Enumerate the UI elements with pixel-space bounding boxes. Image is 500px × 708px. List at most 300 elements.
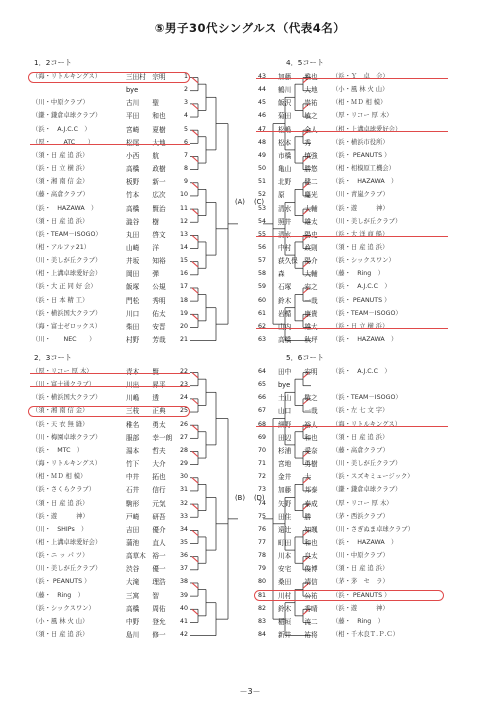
winner-circle-mark [28,406,190,417]
entry-club: （海・リトルキングス） [32,73,102,80]
entry-draw-number: 58 [258,270,267,278]
entry-draw-number: 1 [183,73,188,80]
draw-entry [258,445,458,457]
entry-club: （藤・高倉クラブ） [332,446,389,454]
entry-draw-number: 24 [179,394,188,402]
entry-draw-number: 60 [258,296,267,304]
entry-player-name: 金井 大 [278,473,311,482]
entry-player-name: 加藤 邦泰 [278,486,318,495]
entry-draw-number: 10 [179,191,188,199]
entry-club: （浜・ MTC ） [32,446,84,454]
entry-club: （相・アルファ21） [32,243,91,251]
draw-entry [32,603,232,615]
entry-player-name: 飯沢 崇祐 [278,99,318,108]
draw-entry [258,268,458,280]
entry-club: （須・日 産 追 浜） [32,151,89,159]
entry-club: （厚・ ATC ） [32,138,95,146]
draw-entry [258,379,458,391]
draw-entry [32,334,232,346]
entry-player-name: 遠辻 知颯 [278,525,318,534]
draw-entry [258,334,458,346]
entry-draw-number: 55 [258,230,267,238]
draw-entry [258,321,458,333]
draw-entry [32,229,232,241]
entry-club: （小・風 林 火 山） [32,617,89,625]
entry-club: （川・美しが丘クラブ） [32,257,102,265]
draw-entry [258,308,458,320]
entry-player-name: 清水 陽史 [278,230,318,239]
entry-player-name: 川嶋 透 [126,394,159,403]
entry-player-name: 北野 健二 [278,178,318,187]
entry-draw-number: 53 [258,204,267,212]
entry-club: （海・リトルキングス） [32,460,102,468]
entry-draw-number: 29 [179,460,188,468]
entry-player-name: 森 大輔 [278,270,318,279]
draw-entry [258,137,458,149]
bracket-label-b: (B) [235,494,245,502]
entry-player-name: 高橋 賢治 [126,204,166,213]
draw-entry [258,537,458,549]
entry-player-name: 戸崎 研吾 [126,512,166,521]
entry-club: （浜・ニ ッ パ ツ） [32,552,89,560]
entry-player-name: 田中 宏明 [278,368,318,376]
entry-club: （須・日 産 追 浜） [332,565,389,573]
entry-club: （浜・遊 神） [332,204,389,212]
entry-draw-number: 34 [179,525,188,533]
entry-draw-number: 62 [258,322,267,330]
entry-player-name: 稚名 勇太 [126,420,166,429]
entry-draw-number: 17 [179,283,188,291]
entry-draw-number: 22 [179,368,188,375]
entry-club: （藤・ Ring ） [332,270,384,278]
draw-entry [32,124,232,136]
draw-entry [258,97,458,109]
bracket-label-c: (C) [254,198,265,206]
entry-draw-number: 16 [179,270,188,278]
entry-club: （鎌・鎌倉卓球クラブ） [32,112,102,120]
entry-player-name: 丸田 啓文 [126,230,166,239]
entry-player-name: 宮崎 夏樹 [126,125,166,134]
entry-club: （須・日 産 追 浜） [32,631,89,638]
draw-entry [258,484,458,496]
bracket-label-d: (D) [254,494,265,502]
draw-entry [32,150,232,162]
draw-entry [32,590,232,602]
entry-club: （浜・シックスワン） [332,257,395,265]
draw-entry [258,405,458,417]
entry-draw-number: 6 [183,138,188,146]
draw-entry [258,458,458,470]
entry-club: （相・上溝卓球愛好会） [332,125,402,133]
entry-draw-number: 66 [258,394,267,402]
entry-player-name: 桑田 靖信 [278,578,318,587]
winner-underline-mark [256,236,448,237]
entry-club: （海・リトルキングス） [332,420,402,428]
entry-club: （厚・リコー 厚 木） [332,499,393,507]
draw-entry [32,268,232,280]
draw-entry [258,550,458,562]
draw-entry [32,176,232,188]
entry-club: （小・風 林 火 山） [332,86,389,94]
winner-underline-mark [256,131,448,132]
draw-entry [32,379,232,391]
entry-draw-number: 70 [258,446,267,454]
entry-club: （川・青嵐クラブ） [332,191,389,199]
entry-draw-number: 20 [179,322,188,330]
entry-draw-number: 25 [179,407,188,415]
draw-entry [32,255,232,267]
entry-draw-number: 80 [258,578,267,586]
entry-club: （須・湘 南 信 金） [32,178,89,186]
entry-player-name: 湯本 哲夫 [126,446,166,455]
draw-entry [258,432,458,444]
entry-player-name: 古川 聖 [126,99,159,108]
entry-club: （相・ＭＤ 相 模） [32,473,87,481]
entry-player-name: 駒形 元気 [126,499,166,508]
entry-club: （浜・ A.J.C.C ） [332,283,391,291]
entry-draw-number: 8 [183,165,188,173]
entry-draw-number: 37 [179,565,188,573]
entry-draw-number: 64 [258,368,267,375]
entry-player-name: 高橋 秋坪 [278,336,318,344]
draw-entry [32,498,232,510]
entry-draw-number: 72 [258,473,267,481]
entry-player-name: 加藤 雅也 [278,73,318,81]
entry-draw-number: 3 [183,99,188,107]
draw-entry [32,308,232,320]
entry-draw-number: 43 [258,73,267,80]
draw-entry [32,458,232,470]
draw-entry [32,281,232,293]
entry-player-name: 土山 敬之 [278,394,318,403]
draw-entry [32,445,232,457]
draw-entry [32,616,232,628]
entry-player-name: 石塚 宏之 [278,283,318,292]
court-heading: 1．2コート [34,58,72,67]
draw-entry [258,242,458,254]
entry-player-name: 原 慶光 [278,191,318,200]
entry-club: （相・千木良Ｔ.Ｐ.Ｃ） [332,631,399,638]
draw-entry [258,84,458,96]
entry-draw-number: 45 [258,99,267,107]
entry-club: （川・さぎぬま卓球クラブ） [332,525,414,533]
entry-draw-number: 21 [179,336,188,343]
entry-player-name: 石井 信行 [126,486,166,495]
entry-draw-number: 32 [179,499,188,507]
entry-player-name: 中村 政則 [278,243,318,252]
draw-entry [258,524,458,536]
draw-entry [258,255,458,267]
entry-club: （浜・シックスワン） [32,604,95,612]
entry-player-name: 飯塚 公規 [126,283,166,292]
entry-draw-number: 77 [258,538,267,546]
entry-player-name: 照井 雄太 [278,217,318,226]
entry-player-name: bye [278,381,291,390]
entry-player-name: 中井 拓也 [126,473,166,482]
entry-player-name: 蒲池 直人 [126,538,166,547]
entry-draw-number: 57 [258,257,267,265]
entry-club: （茅・西浜クラブ） [332,512,389,520]
entry-player-name: 澁谷 樹 [126,217,159,226]
entry-draw-number: 40 [179,604,188,612]
entry-draw-number: 39 [179,591,188,599]
draw-entry [258,366,458,378]
entry-club: （海・富士ゼロックス） [32,322,102,330]
entry-player-name: 川村 公祐 [278,591,318,600]
entry-club: （須・日 産 追 浜） [32,499,89,507]
entry-draw-number: 73 [258,486,267,494]
draw-entry [258,563,458,575]
entry-club: （鎌・鎌倉卓球クラブ） [332,486,402,494]
entry-player-name: 松本 秀 [278,138,311,147]
entry-draw-number: 49 [258,151,267,159]
draw-entry [258,71,458,83]
entry-player-name: 川本 良太 [278,552,318,561]
entry-player-name: 三田村 宗明 [126,73,166,81]
entry-club: （浜・さくらクラブ） [32,486,96,494]
draw-entry [258,281,458,293]
entry-club: （浜・ A.J.C.C ） [32,125,91,133]
draw-entry [32,110,232,122]
entry-club: （浜・大 正 同 好 会） [32,283,97,291]
entry-draw-number: 52 [258,191,267,199]
entry-player-name: bye [126,86,139,95]
entry-player-name: 鈴木 秀晴 [278,604,318,613]
entry-club: （川・富士通クラブ） [32,381,96,389]
entry-club: （茅・茅 セ ラ） [332,578,389,586]
draw-entry [32,511,232,523]
draw-entry [258,150,458,162]
draw-entry [258,163,458,175]
entry-player-name: 清水 大輔 [278,204,318,213]
entry-club: （相・上溝卓球愛好会） [32,270,102,278]
entry-draw-number: 82 [258,604,267,612]
entry-draw-number: 28 [179,446,188,454]
entry-draw-number: 61 [258,309,267,317]
draw-entry [258,419,458,431]
entry-club: （浜・ PEANUTS ） [332,151,391,159]
draw-entry [32,629,232,641]
entry-club: （川・ NEC ） [32,336,96,343]
entry-player-name: 岡田 弾 [126,270,159,279]
entry-draw-number: 54 [258,217,267,225]
draw-entry [32,392,232,404]
draw-entry [32,537,232,549]
entry-club: （川・ SHIPs ） [32,525,88,533]
entry-club: （浜・日 本 精 工） [32,296,89,304]
entry-player-name: 山崎 洋 [126,243,159,252]
entry-club: （浜・ HAZAWA ） [332,178,398,186]
entry-player-name: 田住 勝 [278,512,311,521]
entry-club: （浜・横浜国大クラブ） [32,394,102,402]
entry-player-name: 稲垣 流二 [278,617,318,626]
entry-draw-number: 31 [179,486,188,494]
entry-player-name: 服部 幸一朗 [126,433,173,442]
entry-draw-number: 7 [183,151,188,159]
entry-draw-number: 79 [258,565,267,573]
entry-player-name: 川出 昇平 [126,381,166,390]
winner-underline-mark [30,386,190,387]
entry-club: （浜・ HAZAWA ） [332,336,398,343]
entry-draw-number: 26 [179,420,188,428]
entry-club: （須・日 産 追 浜） [32,217,89,225]
entry-club: （藤・ Ring ） [332,617,384,625]
draw-entry [258,216,458,228]
draw-entry [258,124,458,136]
entry-player-name: 島川 修一 [126,631,166,639]
entry-player-name: 竹下 大介 [126,460,166,469]
entry-club: （浜・横浜国大クラブ） [32,309,102,317]
draw-entry [258,203,458,215]
entry-draw-number: 50 [258,165,267,173]
draw-entry [32,137,232,149]
draw-entry [258,629,458,641]
draw-entry [32,203,232,215]
draw-entry [258,110,458,122]
entry-player-name: 宮地 勇樹 [278,460,318,469]
entry-player-name: 三枝 正典 [126,407,166,416]
draw-entry [32,484,232,496]
entry-club: （浜・TEAM－ISOGO） [332,309,402,317]
entry-player-name: 渋谷 優一 [126,565,166,574]
entry-draw-number: 30 [179,473,188,481]
winner-underline-mark [30,144,190,145]
draw-entry [32,576,232,588]
entry-player-name: 山内 雄太 [278,322,318,331]
entry-player-name: 高橋 政樹 [126,165,166,174]
draw-entry [258,229,458,241]
entry-draw-number: 36 [179,552,188,560]
entry-club: （川・梅園卓球クラブ） [32,433,102,441]
draw-entry [32,216,232,228]
entry-draw-number: 67 [258,407,267,415]
entry-player-name: 村野 芳哉 [126,336,166,344]
entry-player-name: 青木 賢 [126,368,159,376]
entry-club: （須・日 産 追 浜） [332,243,389,251]
winner-circle-mark [28,72,190,83]
entry-club: （浜・ HAZAWA ） [332,538,398,546]
winner-underline-mark [30,373,190,374]
entry-club: （相・上溝卓球愛好会） [32,538,102,546]
draw-entry [258,616,458,628]
entry-player-name: 川口 佑太 [126,309,166,318]
entry-draw-number: 18 [179,296,188,304]
entry-draw-number: 63 [258,336,267,343]
entry-player-name: 大滝 理浩 [126,578,166,587]
entry-club: （浜・ PEANUTS ） [332,591,391,599]
entry-club: （藤・ Ring ） [32,591,84,599]
entry-player-name: 杉浦 愛奈 [278,446,318,455]
winner-circle-mark [254,590,444,601]
entry-club: （川・美しが丘クラブ） [32,565,102,573]
entry-draw-number: 71 [258,460,267,468]
draw-entry [32,432,232,444]
entry-draw-number: 41 [179,617,188,625]
entry-draw-number: 13 [179,230,188,238]
entry-club: （浜・大 洋 商 船） [332,230,389,238]
page-title: ⑤男子30代シングルス（代表4名） [154,21,346,35]
entry-draw-number: 42 [179,631,188,638]
draw-entry [258,392,458,404]
entry-player-name: 高草木 裕一 [126,552,166,561]
draw-entry [32,84,232,96]
draw-entry [32,563,232,575]
entry-player-name: 板野 新一 [126,178,166,187]
entry-draw-number: 5 [183,125,188,133]
court-heading: 2．3コート [34,353,72,362]
entry-draw-number: 35 [179,538,188,546]
entry-club: （浜・日 立 横 浜） [32,165,89,173]
entry-club: （須・湘 南 信 金） [32,407,89,415]
entry-club: （浜・天 衣 無 縫） [32,420,89,428]
entry-club: （相・相模原工機会） [332,165,395,173]
page-number: －3－ [239,687,261,696]
entry-player-name: 柴田 安晋 [126,322,166,331]
entry-draw-number: 44 [258,86,267,94]
entry-draw-number: 4 [183,112,188,120]
entry-club: （浜・ HAZAWA ） [32,204,98,212]
draw-entry [32,189,232,201]
entry-player-name: 井坂 知裕 [126,257,166,266]
entry-club: （浜・TEAM－ISOGO） [332,394,402,402]
entry-club: （浜・ PEANUTS ） [32,578,91,586]
entry-draw-number: 59 [258,283,267,291]
entry-club: （浜・日 立 横 浜） [332,322,389,330]
entry-draw-number: 47 [258,125,267,133]
winner-underline-mark [256,426,448,427]
entry-draw-number: 23 [179,381,188,389]
draw-entry [32,321,232,333]
entry-draw-number: 12 [179,217,188,225]
draw-entry [258,176,458,188]
draw-entry [258,189,458,201]
entry-draw-number: 46 [258,112,267,120]
bracket-label-a: (A) [235,198,245,206]
winner-underline-mark [256,78,448,79]
entry-player-name: 松嶋 全人 [278,125,318,134]
entry-player-name: 中野 登允 [126,617,166,626]
entry-player-name: 細野 裕人 [278,420,318,429]
entry-club: （浜・横浜市役所） [332,138,389,146]
entry-club: （浜・ PEANUTS ） [332,296,391,304]
entry-player-name: 新井 祐将 [278,631,318,639]
entry-draw-number: 48 [258,138,267,146]
entry-club: （浜・Ｙ 卓 会） [332,73,389,80]
draw-entry [32,471,232,483]
draw-entry [258,603,458,615]
entry-draw-number: 14 [179,243,188,251]
entry-club: （川・美しが丘クラブ） [332,460,402,468]
entry-club: （厚・リコー 厚 木） [32,368,93,375]
entry-club: （川・中原クラブ） [32,99,89,107]
draw-entry [32,366,232,378]
entry-player-name: 亀山 勝悠 [278,165,318,174]
draw-entry [32,419,232,431]
draw-entry [258,295,458,307]
entry-player-name: 市橋 慎強 [278,151,318,160]
entry-draw-number: 27 [179,433,188,441]
entry-player-name: 門松 秀明 [126,296,166,305]
entry-draw-number: 81 [258,591,267,599]
entry-player-name: 岩楯 康貴 [278,309,318,318]
entry-player-name: 矢野 泰成 [278,499,318,508]
entry-club: （川・美しが丘クラブ） [332,217,402,225]
entry-club: （相・ＭＤ 相 模） [332,99,387,107]
draw-entry [258,498,458,510]
winner-underline-mark [256,328,448,329]
entry-club: （浜・ A.J.C.C ） [332,368,391,375]
entry-player-name: 小西 航 [126,151,159,160]
